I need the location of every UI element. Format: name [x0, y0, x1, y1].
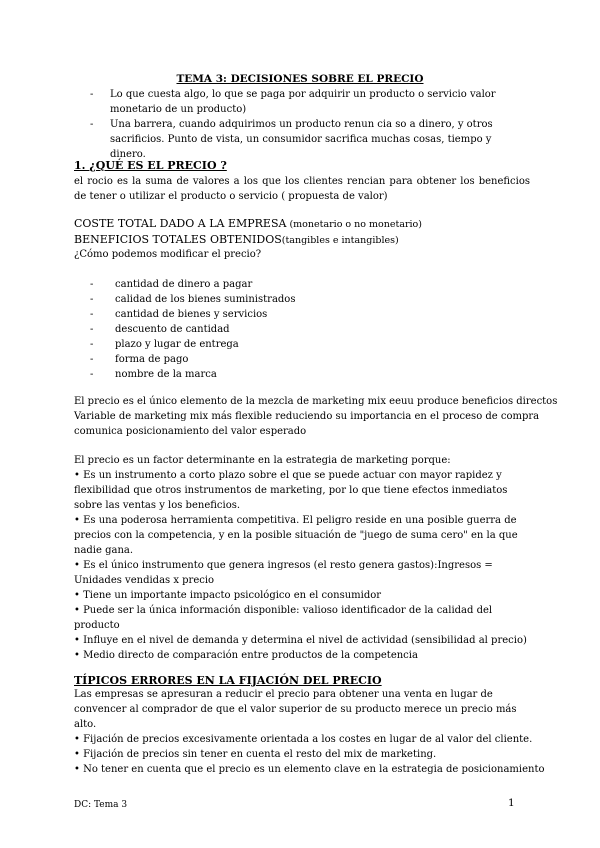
intro-list	[90, 87, 530, 162]
list-item: - calidad de los bienes suministrados	[90, 294, 296, 305]
text-line: • Es un instrumento a corto plazo sobre el que se puede actuar con mayor rapidez y	[74, 470, 502, 481]
text-line: producto	[74, 620, 120, 631]
benefit-line: BENEFICIOS TOTALES OBTENIDOS(tangibles e intangibles)	[74, 232, 399, 246]
text-line: El precio es el único elemento de la mezcla de marketing mix eeuu produce beneficios directos	[74, 396, 558, 407]
text-line: sobre las ventas y los beneficios.	[74, 500, 241, 511]
text-line: • No tener en cuenta que el precio es un elemento clave en la estrategia de posicionamiento	[74, 764, 545, 775]
list-item: - plazo y lugar de entrega	[90, 339, 239, 350]
list-item: - descuento de cantidad	[90, 324, 230, 335]
text-line: comunica posicionamiento del valor esperado	[74, 426, 307, 437]
text-line: nadie gana.	[74, 545, 134, 556]
text-line: • Fijación de precios sin tener en cuenta el resto del mix de marketing.	[74, 749, 437, 760]
list-item: - nombre de la marca	[90, 369, 217, 380]
text-line: flexibilidad que otros instrumentos de marketing, por lo que tiene efectos inmediatos	[74, 485, 508, 496]
intro-item: - Lo que cuesta algo, lo que se paga por adquirir un producto o servicio valor monetario de un producto)	[90, 89, 496, 115]
section-heading-typical-errors: TÍPICOS ERRORES EN LA FIJACIÓN DEL PRECIO	[74, 674, 382, 687]
cost-benefit-block	[74, 217, 530, 263]
section-heading-what-is-price: 1. ¿QUÉ ES EL PRECIO ?	[74, 159, 227, 172]
document-title: TEMA 3: DECISIONES SOBRE EL PRECIO	[176, 73, 424, 85]
text-line: • Es el único instrumento que genera ingresos (el resto genera gastos):Ingresos =	[74, 560, 493, 571]
text-line: Unidades vendidas x precio	[74, 575, 215, 586]
text-line: • Puede ser la única información disponible: valioso identificador de la calidad del	[74, 605, 493, 616]
cost-line: COSTE TOTAL DADO A LA EMPRESA (monetario o no monetario)	[74, 217, 422, 230]
list-item: - cantidad de bienes y servicios	[90, 309, 268, 320]
text-line: convencer al comprador de que el valor superior de su producto merece un precio más	[74, 704, 517, 715]
factor-paragraph	[74, 453, 527, 663]
intro-item: - Una barrera, cuando adquirimos un producto renun cia so a dinero, y otros sacrificios. Punto de vista, un consumidor sacrifica muchas cosas, tiempo y dinero.	[90, 119, 493, 160]
text-line: alto.	[74, 719, 97, 730]
modify-question: ¿Cómo podemos modificar el precio?	[74, 249, 262, 260]
price-definition: el rocio es la suma de valores a los que los clientes rencian para obtener los beneficios de tener o utilizar el producto o servicio ( propuesta de valor)	[74, 176, 530, 202]
text-line: • Medio directo de comparación entre productos de la competencia	[74, 650, 418, 661]
text-line: El precio es un factor determinante en la estrategia de marketing porque:	[74, 455, 451, 466]
text-line: • Fijación de precios excesivamente orientada a los costes en lugar de al valor del cliente.	[74, 734, 533, 745]
text-line: • Tiene un importante impacto psicológico en el consumidor	[74, 590, 382, 601]
marketing-paragraph	[74, 394, 558, 439]
price-modifiers-list	[90, 277, 390, 382]
text-line: Variable de marketing mix más flexible reduciendo su importancia en el proceso de compra	[74, 411, 540, 422]
list-item: - cantidad de dinero a pagar	[90, 279, 253, 290]
text-line: precios con la competencia, y en la posible situación de "juego de suma cero" en la que	[74, 530, 518, 541]
footer-label: DC: Tema 3	[74, 800, 128, 810]
list-item: - forma de pago	[90, 354, 189, 365]
text-line: • Influye en el nivel de demanda y determina el nivel de actividad (sensibilidad al precio)	[74, 635, 527, 646]
text-line: Las empresas se apresuran a reducir el precio para obtener una venta en lugar de	[74, 689, 493, 700]
text-line: • Es una poderosa herramienta competitiva. El peligro reside en una posible guerra de	[74, 515, 517, 526]
page-number: 1	[508, 797, 515, 809]
errors-paragraph	[74, 687, 545, 777]
